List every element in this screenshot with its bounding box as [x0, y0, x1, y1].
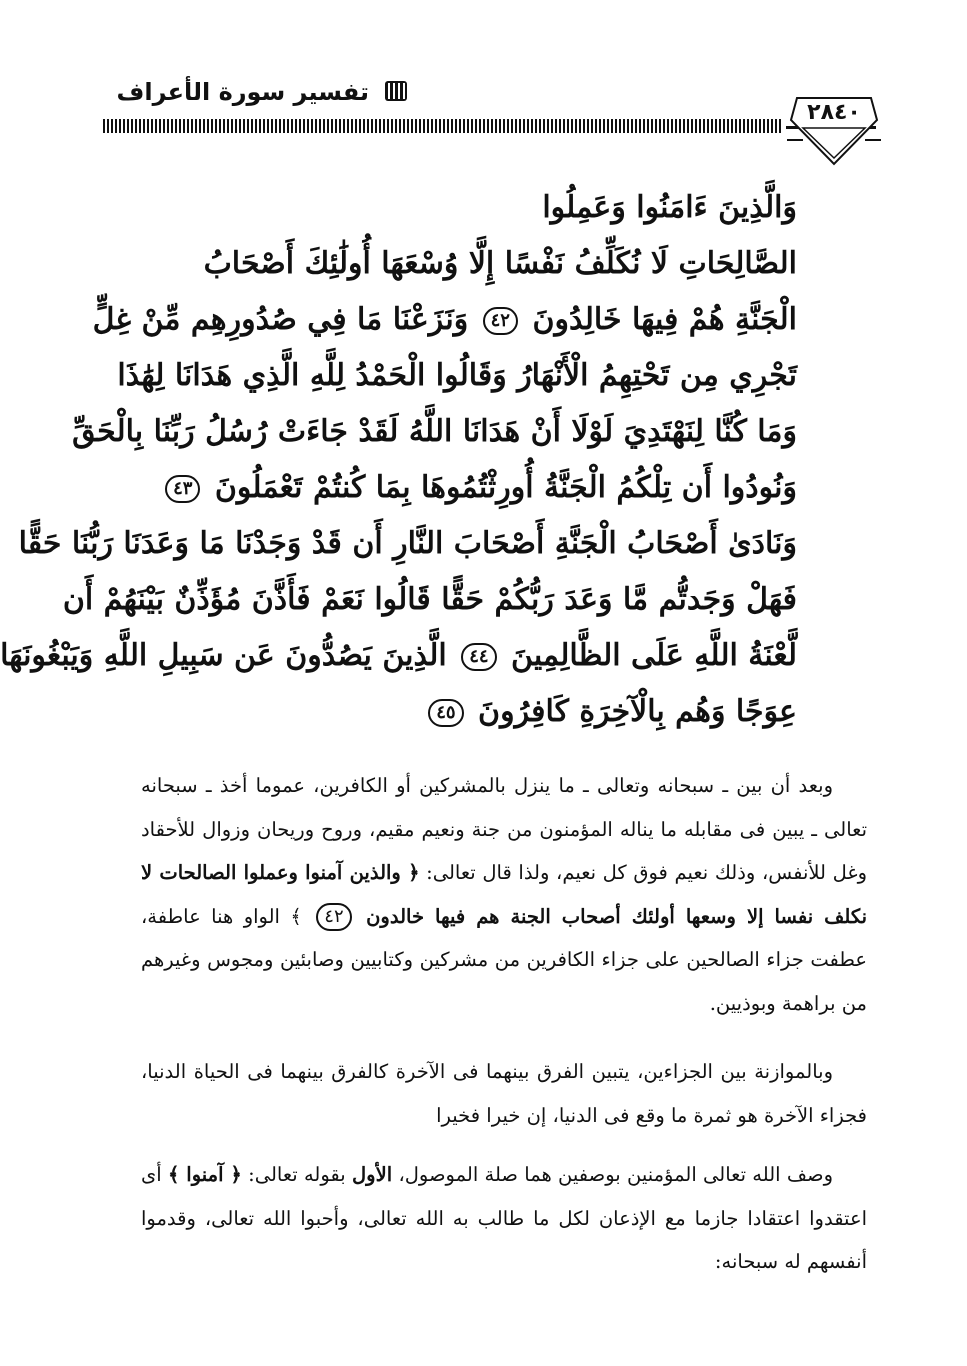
verse-text: الْجَنَّةِ هُمْ فِيهَا خَالِدُونَ [532, 302, 797, 337]
verse-text: وَنُودُوا أَن تِلْكُمُ الْجَنَّةُ أُورِثْتُمُوهَا بِمَا كُنتُمْ تَعْمَلُونَ [214, 470, 797, 505]
verse-text: وَنَزَعْنَا مَا فِي صُدُورِهِم مِّنْ غِلٍّ [92, 302, 469, 337]
commentary-paragraph [141, 764, 867, 1025]
commentary-paragraph [141, 1050, 867, 1137]
commentary-text: وبعد أن بين ـ سبحانه وتعالى ـ ما ينزل بالمشركين أو الكافرين، عموما أخذ ـ سبحانه تعالى ـ يبين فى مقابله ما يناله المؤمنون من جنة ونعيم مقيم، وروح وريحان وزوال للأحقاد وغل للأنفس، وذلك نعيم فوق كل نعيم، ولذا قال تعالى: [141, 774, 867, 884]
ayah-number: ٤٣ [165, 475, 200, 503]
verse-line [0, 628, 797, 684]
ornament-icon [383, 78, 409, 104]
ayah-number: ٤٥ [428, 699, 463, 727]
verse-line [207, 684, 797, 740]
verse-line: وَمَا كُنَّا لِنَهْتَدِيَ لَوْلَا أَنْ هَدَانَا اللَّهُ لَقَدْ جَاءَتْ رُسُلُ رَبِّنَا بِالْحَقِّ [72, 414, 797, 449]
verse-line: فَهَلْ وَجَدتُّم مَّا وَعَدَ رَبُّكُمْ حَقًّا قَالُوا نَعَمْ فَأَذَّنَ مُؤَذِّنٌ بَيْنَهُمْ أَن [62, 582, 797, 617]
verse-line [92, 292, 797, 348]
ayah-number: ٤٤ [461, 643, 496, 671]
verse-line [173, 460, 797, 516]
emphasis-first: الأول [352, 1163, 393, 1186]
ayah-number: ٤٢ [483, 307, 518, 335]
verse-text: لَّعْنَةُ اللَّهِ عَلَى الظَّالِمِينَ [510, 638, 797, 673]
verse-text: عِوَجًا وَهُم بِالْآخِرَةِ كَافِرُونَ [478, 694, 797, 729]
verse-line: وَالَّذِينَ ءَامَنُوا وَعَمِلُوا [542, 190, 797, 225]
commentary-paragraph [141, 1153, 867, 1284]
running-title: تفسير سورة الأعراف [116, 78, 369, 106]
commentary-text: ﴾ الواو هنا عاطفة، عطفت جزاء الصالحين على جزاء الكافرين من مشركين وكتابيين وصابئين ومجوس وغيرهم من براهمة وبوذيين. [141, 904, 867, 1015]
commentary-text: وصف الله تعالى المؤمنين بوصفين هما صلة الموصول، [398, 1163, 834, 1186]
verse-line: تَجْرِي مِن تَحْتِهِمُ الْأَنْهَارُ وَقَالُوا الْحَمْدُ لِلَّهِ الَّذِي هَدَانَا لِهَٰذَا [117, 358, 797, 393]
commentary-text: أى اعتقدوا اعتقادا جازما مع الإذعان لكل ما طالب به الله تعالى، وأحبوا الله تعالى، وقدموا أنفسهم له سبحانه: [141, 1163, 867, 1273]
verse-line: وَنَادَىٰ أَصْحَابُ الْجَنَّةِ أَصْحَابَ النَّارِ أَن قَدْ وَجَدْنَا مَا وَعَدَنَا رَبُّنَا حَقًّا [18, 526, 797, 561]
header-rule [103, 119, 783, 133]
verse-line: الصَّالِحَاتِ لَا نُكَلِّفُ نَفْسًا إِلَّا وُسْعَهَا أُولَٰئِكَ أَصْحَابُ [203, 246, 797, 281]
commentary-text: بقوله تعالى: [248, 1163, 346, 1186]
quoted-verse: ﴿ آمنوا ﴾ [167, 1163, 242, 1186]
verse-block [0, 180, 797, 740]
commentary-text: وبالموازنة بين الجزاءين، يتبين الفرق بينهما فى الآخرة كالفرق بينهما فى الحياة الدنيا، فجزاء الآخرة هو ثمرة ما وقع فى الدنيا، إن خيرا فخيرا [141, 1060, 867, 1127]
verse-text: الَّذِينَ يَصُدُّونَ عَن سَبِيلِ اللَّهِ وَيَبْغُونَهَا [0, 638, 447, 673]
page-number: ٢٨٤٠ [807, 100, 861, 125]
quoted-verse: ﴿ والذين آمنوا وعملوا الصالحات لا نكلف نفسا إلا وسعها أولئك أصحاب الجنة هم فيها خالدون [141, 861, 868, 928]
ayah-number: ٤٢ [316, 903, 351, 931]
